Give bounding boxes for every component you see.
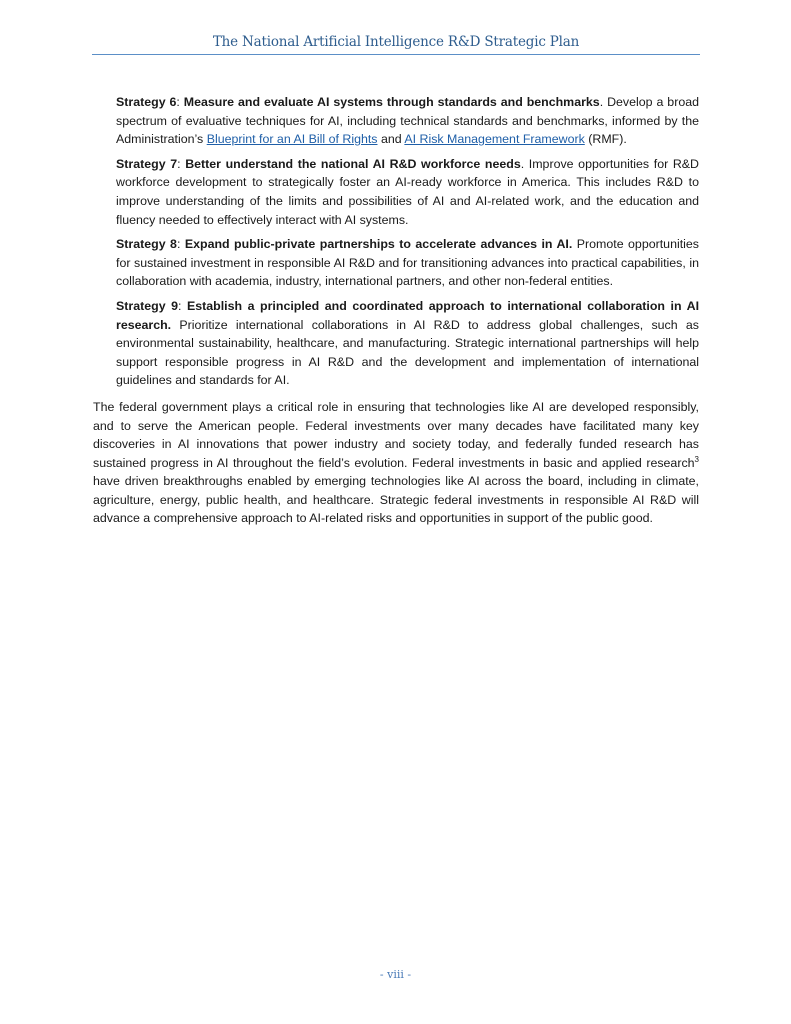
strategy-6-title: Measure and evaluate AI systems through standards and benchmarks (183, 95, 600, 109)
strategy-9: Strategy 9: Establish a principled and coordinated approach to international collaboration in AI research. Prioritize international collaborations in AI R&D to address global challenges, such as environmental sustainability, healthcare, and manufacturing. Strategic international partnerships will help support responsible progress in AI R&D and the development and implementation of international guidelines and standards for AI. (116, 298, 700, 388)
strategy-7-title: Better understand the national AI R&D workforce needs (185, 156, 521, 171)
strategy-8-title: Expand public-private partnerships to accelerate advances in AI. (184, 237, 573, 252)
page-content (93, 93, 699, 528)
strategy-7-label: Strategy 7 (116, 156, 178, 171)
header-divider (92, 54, 700, 55)
strategy-9-label: Strategy 9 (116, 298, 179, 313)
strategy-6-label: Strategy 6 (116, 95, 177, 109)
blueprint-ai-bill-of-rights-link[interactable]: Blueprint for an AI Bill of Rights (206, 132, 378, 147)
strategy-7: Strategy 7: Better understand the national AI R&D workforce needs. Improve opportunities for R&D workforce development to strategically foster an AI-ready workforce in America. This includes R&D to improve understanding of the limits and possibilities of AI and AI-related work, and the education and fluency needed to effectively interact with AI systems. (116, 156, 699, 227)
strategy-9-title: Establish a principled and coordinated approach to international collaboration in AI research. (116, 298, 700, 332)
body-paragraph: The federal government plays a critical role in ensuring that technologies like AI are developed responsibly, and to serve the American people. Federal investments over many decades have facilitated many key discoveries in AI innovations that power industry and society today, and federally funded research has sustained progress in AI throughout the field’s evolution. Federal investments in basic and applied research$^3$ have driven breakthroughs enabled by emerging technologies like AI across the board, including in climate, agriculture, energy, public health, and healthcare. Strategic federal investments in responsible AI R&D will advance a comprehensive approach to AI-related risks and opportunities in support of the public good. (93, 399, 699, 526)
page-number: - viii - (379, 968, 412, 981)
strategy-6: Strategy 6: Measure and evaluate AI systems through standards and benchmarks. Develop a broad spectrum of evaluative techniques for AI, including technical standards and benchmarks, informed by the Administration’s Blueprint for an AI Bill of Rights and AI Risk Management Framework (RMF). (116, 95, 699, 147)
ai-risk-management-framework-link[interactable]: AI Risk Management Framework (404, 132, 585, 147)
running-header: The National Artificial Intelligence R&D Strategic Plan (212, 34, 580, 50)
strategy-8: Strategy 8: Expand public-private partnerships to accelerate advances in AI. Promote opportunities for sustained investment in responsible AI R&D and for transitioning advances into practical capabilities, in collaboration with academia, industry, international partners, and other non-federal entities. (116, 237, 699, 289)
strategy-8-label: Strategy 8 (116, 237, 177, 252)
footnote-reference[interactable]: 3 (694, 454, 699, 464)
